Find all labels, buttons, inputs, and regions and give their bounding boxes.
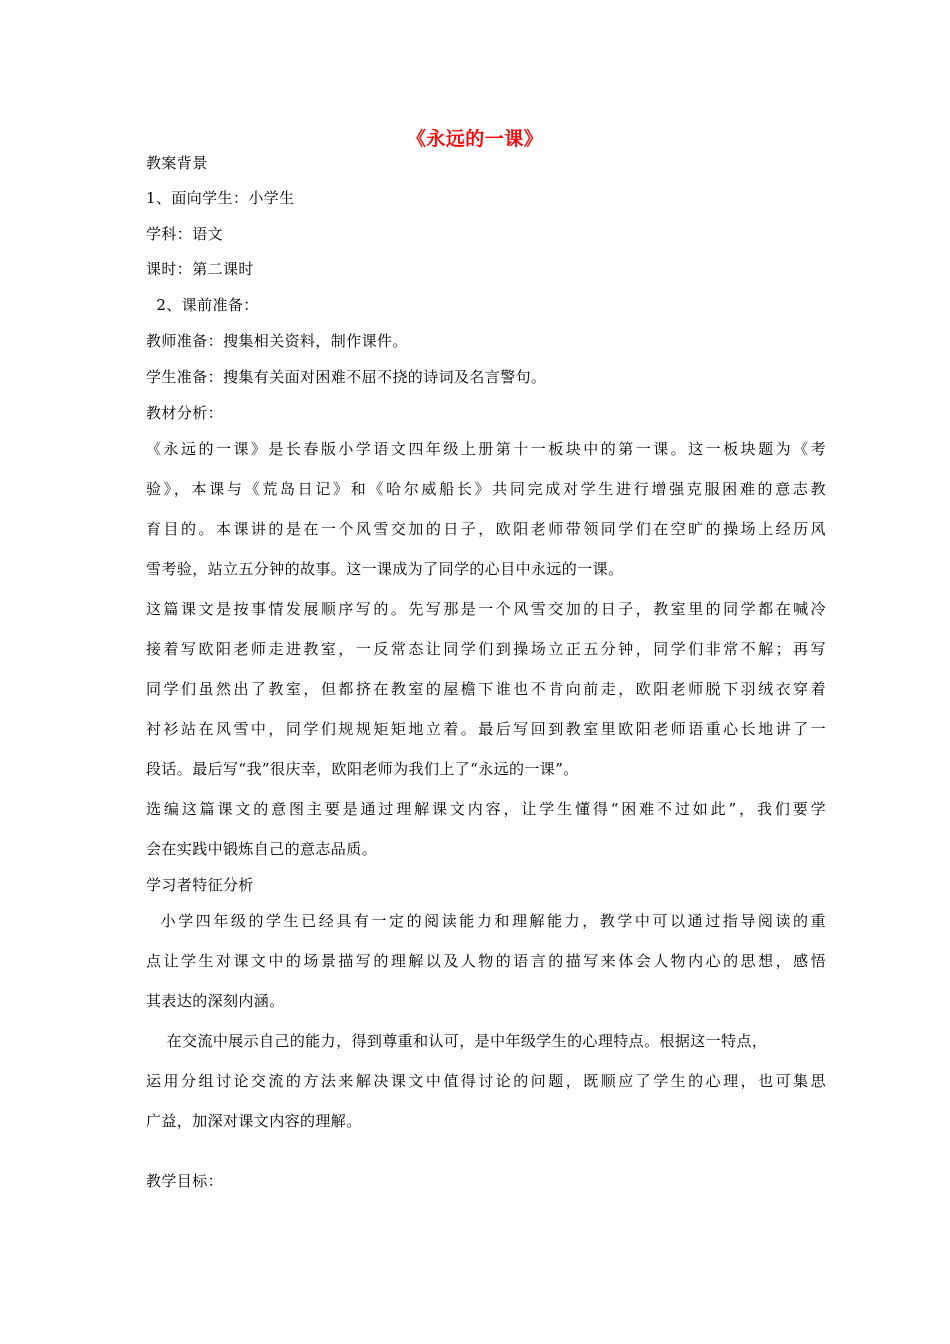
text-line: 接着写欧阳老师走进教室，一反常态让同学们到操场立正五分钟，同学们非常不解；再写 [146, 640, 826, 658]
text-line: 小学四年级的学生已经具有一定的阅读能力和理解能力，教学中可以通过指导阅读的重 [146, 912, 826, 930]
text-line: 会在实践中锻炼自己的意志品质。 [146, 840, 378, 858]
text-line: 选编这篇课文的意图主要是通过理解课文内容，让学生懂得“困难不过如此”，我们要学 [146, 800, 826, 818]
text-line: 段话。最后写“我”很庆幸，欧阳老师为我们上了“永远的一课”。 [146, 760, 579, 778]
text-line: 点让学生对课文中的场景描写的理解以及人物的语言的描写来体会人物内心的思想，感悟 [146, 952, 826, 970]
text-line: 其表达的深刻内涵。 [146, 992, 285, 1010]
text-line: 教学目标： [146, 1172, 224, 1190]
text-line: 育目的。本课讲的是在一个风雪交加的日子，欧阳老师带领同学们在空旷的操场上经历风 [146, 520, 826, 538]
text-line: 课时：第二课时 [146, 260, 254, 278]
text-line: 教案背景 [146, 154, 208, 172]
text-line: 教材分析： [146, 404, 224, 422]
text-line: 学生准备：搜集有关面对困难不屈不挠的诗词及名言警句。 [146, 368, 547, 386]
text-line: 这篇课文是按事情发展顺序写的。先写那是一个风雪交加的日子，教室里的同学都在喊冷 [146, 600, 826, 618]
text-line: 1、面向学生：小学生 [146, 189, 295, 207]
text-line: 验》，本课与《荒岛日记》和《哈尔威船长》共同完成对学生进行增强克服困难的意志教 [146, 480, 826, 498]
text-line: 2、课前准备： [146, 296, 259, 314]
text-line: 在交流中展示自己的能力，得到尊重和认可，是中年级学生的心理特点。根据这一特点， [146, 1032, 768, 1050]
text-line: 《永远的一课》是长春版小学语文四年级上册第十一板块中的第一课。这一板块题为《考 [146, 440, 826, 458]
text-line: 雪考验，站立五分钟的故事。这一课成为了同学的心目中永远的一课。 [146, 560, 624, 578]
text-line: 教师准备：搜集相关资料，制作课件。 [146, 332, 408, 350]
text-line: 学习者特征分析 [146, 876, 254, 894]
text-line: 同学们虽然出了教室，但都挤在教室的屋檐下谁也不肯向前走，欧阳老师脱下羽绒衣穿着 [146, 680, 826, 698]
document-title: 《永远的一课》 [406, 128, 544, 150]
text-line: 衬衫站在风雪中，同学们规规矩矩地立着。最后写回到教室里欧阳老师语重心长地讲了一 [146, 720, 826, 738]
text-line: 运用分组讨论交流的方法来解决课文中值得讨论的问题，既顺应了学生的心理，也可集思 [146, 1072, 826, 1090]
text-line: 学科：语文 [146, 225, 224, 243]
text-line: 广益，加深对课文内容的理解。 [146, 1112, 362, 1130]
